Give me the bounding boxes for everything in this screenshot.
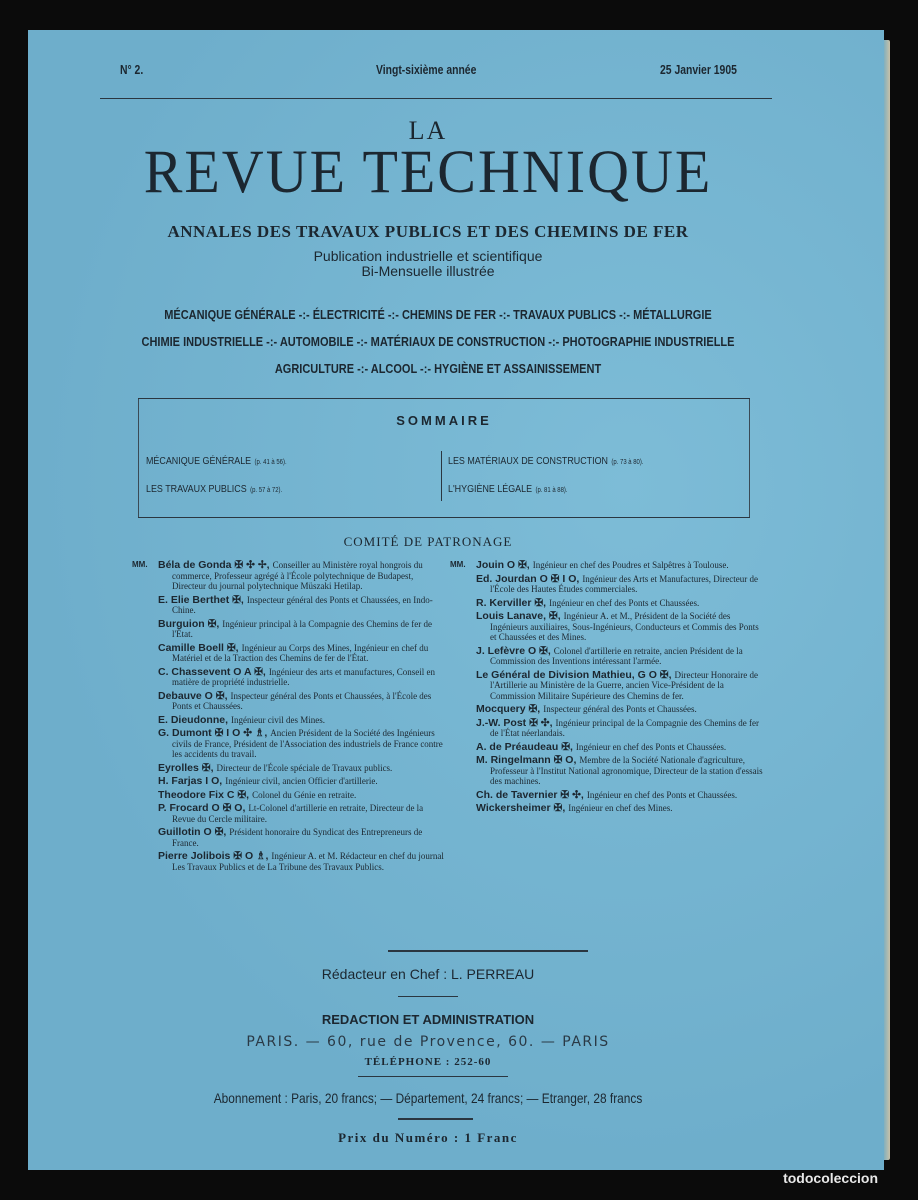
sommaire-item (146, 455, 287, 467)
patron-description: Lt-Colonel d'artillerie en retraite, Directeur de la Revue du Cercle militaire. (172, 803, 424, 824)
patron-description: Ingénieur principal à la Compagnie des Chemins de fer de l'État. (172, 618, 432, 639)
patron-description: Ingénieur en chef des Ponts et Chaussées. (575, 741, 727, 752)
sommaire-item-label: LES MATÉRIAUX DE CONSTRUCTION (448, 455, 609, 467)
abonnement: Abonnement : Paris, 20 francs; — Département, 24 francs; — Etranger, 28 francs (213, 1090, 643, 1106)
prefix: MM. (450, 560, 466, 569)
issue-year: Vingt-sixième année (376, 62, 477, 77)
sommaire-box (138, 398, 750, 518)
patron-description: Directeur Honoraire de l'Artillerie au Ministère de la Guerre, ancien Vice-Président de la Commission Militaire Supérieure des Chemins de fer. (490, 669, 758, 701)
divider (398, 1118, 473, 1120)
patron-name: H. Farjas I O, (158, 775, 223, 787)
patron-entry (158, 851, 448, 872)
patron-entry (158, 667, 448, 688)
patron-description: Ingénieur civil des Mines. (231, 714, 325, 725)
watermark: todocoleccion (783, 1170, 878, 1186)
administration: REDACTION ET ADMINISTRATION (321, 1012, 535, 1027)
issue-number: N° 2. (120, 62, 144, 77)
topics-line: CHIMIE INDUSTRIELLE -:- AUTOMOBILE -:- MATÉRIAUX DE CONSTRUCTION -:- PHOTOGRAPHIE INDUSTRIELLE (141, 335, 735, 349)
patronage-left-column (132, 559, 448, 875)
sommaire-item (448, 483, 568, 495)
patron-name: Louis Lanave, ✠, (476, 610, 561, 622)
patron-name: Guillotin O ✠, (158, 826, 227, 838)
patron-name: M. Ringelmann ✠ O, (476, 754, 577, 766)
prix: Prix du Numéro : 1 Franc (338, 1130, 518, 1145)
telephone: TÉLÉPHONE : 252-60 (364, 1056, 492, 1068)
patron-name: Eyrolles ✠, (158, 761, 214, 774)
patron-entry (158, 763, 448, 774)
patron-entry (476, 803, 766, 814)
patron-entry (158, 619, 448, 640)
patron-description: Inspecteur général des Ponts et Chaussées, en Indo-Chine. (172, 594, 433, 615)
patron-name: R. Kerviller ✠, (476, 596, 547, 609)
patron-entry (476, 718, 766, 739)
patron-name: A. de Préaudeau ✠, (476, 740, 573, 753)
patron-name: C. Chassevent O A ✠, (158, 665, 266, 678)
divider (358, 1076, 508, 1077)
sommaire-item-label: MÉCANIQUE GÉNÉRALE (146, 455, 252, 467)
patron-name: Le Général de Division Mathieu, G O ✠, (476, 668, 672, 681)
sommaire-item-label: L'HYGIÈNE LÉGALE (448, 483, 533, 495)
header-rule (100, 98, 772, 99)
patron-description: Membre de la Société Nationale d'agriculture, Professeur à l'Institut National agronomique, Directeur de la station d'essais des machines. (490, 755, 763, 786)
patron-description: Ingénieur en chef des Ponts et Chaussées. (549, 597, 700, 608)
patron-entry (158, 715, 448, 726)
comite-title: COMITÉ DE PATRONAGE (343, 534, 513, 549)
patron-description: Ingénieur en chef des Ponts et Chaussées. (586, 789, 738, 800)
patron-entry (158, 728, 448, 760)
page-title: REVUE TECHNIQUE (143, 137, 713, 206)
patron-description: Ingénieur au Corps des Mines, Ingénieur en chef du Matériel et de la Traction des Chemins de fer de l'État. (172, 642, 429, 663)
patron-entry (158, 691, 448, 712)
patron-entry (158, 827, 448, 848)
patron-entry (158, 776, 448, 787)
patron-name: Camille Boell ✠, (158, 641, 239, 654)
patron-entry (476, 790, 766, 801)
patron-description: Inspecteur général des Ponts et Chaussées. (543, 704, 697, 714)
patron-name: Ch. de Tavernier ✠ ✣, (476, 788, 584, 801)
patron-name: E. Dieudonne, (158, 713, 229, 726)
patron-name: Wickersheimer ✠, (476, 802, 566, 814)
patron-description: Colonel du Génie en retraite. (252, 789, 357, 800)
sommaire-item-pages: (p. 73 à 80). (611, 459, 644, 466)
patron-name: Theodore Fix C ✠, (158, 788, 250, 801)
patron-description: Ingénieur civil, ancien Officier d'artillerie. (225, 776, 378, 786)
patron-entry (476, 704, 766, 715)
patron-entry (158, 790, 448, 801)
sommaire-item-pages: (p. 57 à 72). (250, 487, 283, 494)
patron-description: Ingénieur A. et M. Rédacteur en chef du journal Les Travaux Publics et de La Tribune des Travaux Publics. (172, 851, 444, 872)
address: PARIS. — 60, rue de Provence, 60. — PARIS (246, 1034, 610, 1050)
patron-description: Ingénieur principal de la Compagnie des Chemins de fer de l'État néerlandais. (490, 717, 759, 738)
patron-entry (158, 560, 448, 592)
patron-entry (476, 574, 766, 595)
patron-entry (476, 598, 766, 609)
patron-name: Mocquery ✠, (476, 703, 541, 715)
patron-entry (476, 755, 766, 787)
patron-name: Debauve O ✠, (158, 689, 228, 702)
patron-entry (476, 742, 766, 753)
prefix: MM. (132, 560, 148, 569)
patron-description: Ingénieur des arts et manufactures, Conseil en matière de propriété industrielle. (172, 666, 436, 687)
patron-entry (476, 670, 766, 702)
ornament-rule (388, 950, 588, 952)
patron-description: Ingénieur en chef des Poudres et Salpêtres à Toulouse. (532, 560, 729, 570)
patron-entry (158, 595, 448, 616)
patron-description: Colonel d'artillerie en retraite, ancien Président de la Commission des Inventions intéressant l'armée. (490, 645, 743, 666)
redacteur: Rédacteur en Chef : L. PERREAU (321, 966, 535, 982)
patron-entry (476, 560, 766, 571)
patron-name: Ed. Jourdan O ✠ I O, (476, 572, 580, 585)
patron-name: Burguion ✠, (158, 617, 220, 630)
subtitle-line-3: Bi-Mensuelle illustrée (361, 263, 495, 279)
patron-name: E. Elie Berthet ✠, (158, 593, 244, 606)
divider (398, 996, 458, 997)
sommaire-divider (441, 451, 442, 501)
topics-line: MÉCANIQUE GÉNÉRALE -:- ÉLECTRICITÉ -:- CHEMINS DE FER -:- TRAVAUX PUBLICS -:- MÉTALLURGIE (164, 308, 712, 322)
patron-entry (158, 643, 448, 664)
patron-description: Ingénieur des Arts et Manufactures, Directeur de l'École des Hautes Études commerciales. (490, 573, 758, 594)
patron-description: Président honoraire du Syndicat des Entrepreneurs de France. (172, 827, 423, 848)
title-article: LA (408, 116, 448, 145)
patron-name: Pierre Jolibois ✠ O ♗, (158, 850, 269, 862)
patron-name: Jouin O ✠, (476, 559, 530, 571)
patron-entry (476, 646, 766, 667)
patron-name: P. Frocard O ✠ O, (158, 802, 246, 814)
sommaire-item (146, 483, 282, 495)
subtitle: ANNALES DES TRAVAUX PUBLICS ET DES CHEMINS DE FER (167, 222, 689, 241)
sommaire-title: SOMMAIRE (396, 413, 492, 428)
patron-name: J.-W. Post ✠ ✣, (476, 716, 553, 729)
patron-description: Ingénieur A. et M., Président de la Société des Ingénieurs auxiliaires, Sous-Ingénieurs, Conducteurs et Commis des Ponts et Chaussées et des Mines. (490, 611, 759, 642)
sommaire-item-pages: (p. 41 à 56). (254, 459, 287, 466)
topics-line: AGRICULTURE -:- ALCOOL -:- HYGIÈNE ET ASSAINISSEMENT (274, 362, 602, 376)
sommaire-item-label: LES TRAVAUX PUBLICS (146, 483, 247, 495)
sommaire-item (448, 455, 644, 467)
magazine-cover (28, 30, 884, 1170)
patron-description: Ancien Président de la Société des Ingénieurs civils de France, Président de l'Association des industriels de France contre les accidents du travail. (172, 728, 443, 759)
patron-entry (476, 611, 766, 643)
issue-date: 25 Janvier 1905 (660, 62, 737, 77)
subtitle-line-2: Publication industrielle et scientifique (313, 248, 543, 264)
patron-name: J. Lefèvre O ✠, (476, 644, 551, 657)
patron-description: Ingénieur en chef des Mines. (568, 803, 673, 813)
patron-entry (158, 803, 448, 824)
patronage-right-column (450, 559, 766, 817)
patron-name: Béla de Gonda ✠ ✣ ✢, (158, 559, 270, 571)
patron-name: G. Dumont ✠ I O ✣ ♗, (158, 727, 268, 739)
patron-description: Inspecteur général des Ponts et Chaussées, à l'École des Ponts et Chaussées. (172, 690, 432, 711)
patron-description: Directeur de l'École spéciale de Travaux publics. (216, 762, 393, 773)
sommaire-item-pages: (p. 81 à 88). (535, 487, 568, 494)
patron-description: Conseiller au Ministère royal hongrois du commerce, Professeur agrégé à l'École polytechnique de Budapest, Directeur du journal polytechnique Müszaki Hetilap. (172, 560, 423, 591)
